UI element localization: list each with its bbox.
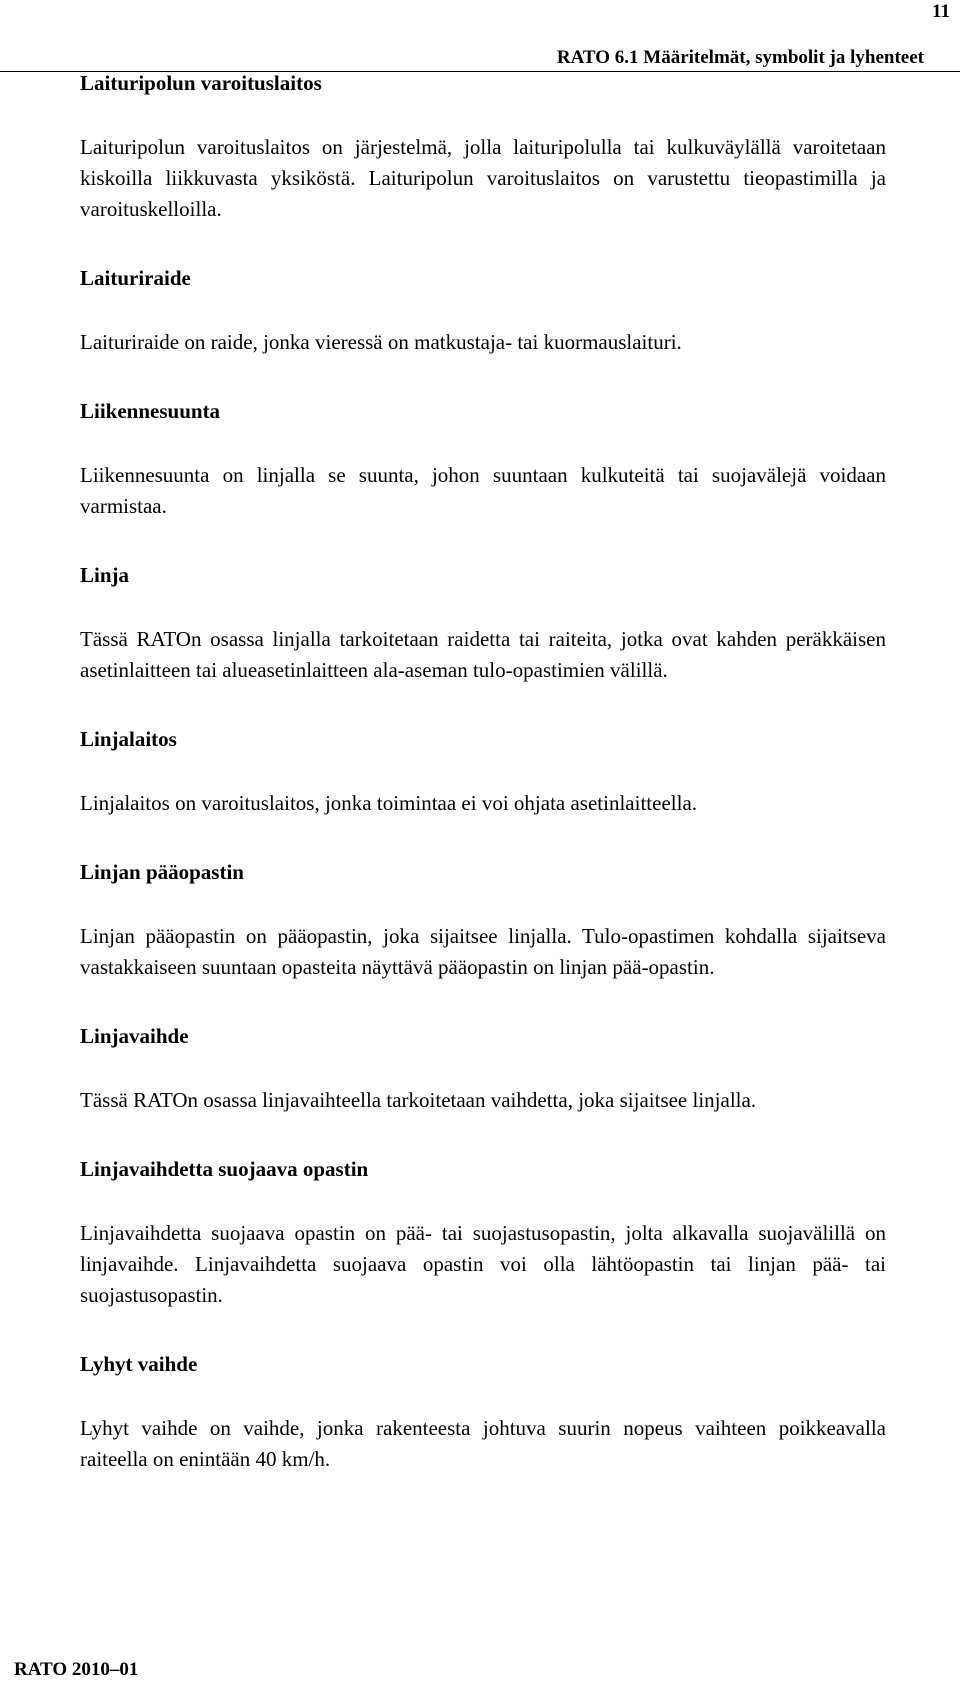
section-heading: Lyhyt vaihde: [80, 1352, 198, 1376]
section-heading: Linjavaihde: [80, 1024, 189, 1048]
section-text: Linjalaitos on varoituslaitos, jonka toimintaa ei voi ohjata asetinlaitteella.: [80, 791, 698, 815]
section-linjavaihdetta-suojaava-opastin: [80, 1156, 886, 1311]
section-laituripolun-varoituslaitos: [80, 70, 886, 225]
section-lyhyt-vaihde: [80, 1351, 886, 1475]
section-heading: Laituriraide: [80, 266, 191, 290]
section-text: Laituripolun varoituslaitos on järjestelmä, jolla laituripolulla tai kulkuväylällä varoitetaan kiskoilla liikkuvasta yksiköstä. Laituripolun varoituslaitos on varustettu tieopastimilla ja varoituskelloilla.: [80, 135, 886, 221]
section-linja: [80, 562, 886, 686]
section-linjalaitos: [80, 726, 886, 819]
section-heading: Linjavaihdetta suojaava opastin: [80, 1157, 369, 1181]
section-text: Linjavaihdetta suojaava opastin on pää- tai suojastusopastin, jolta alkavalla suojavälillä on linjavaihde. Linjavaihdetta suojaava opastin voi olla lähtöopastin tai linjan pää- tai suojastusopastin.: [80, 1221, 886, 1307]
section-laituriraide: [80, 265, 886, 358]
section-text: Tässä RATOn osassa linjavaihteella tarkoitetaan vaihdetta, joka sijaitsee linjalla.: [80, 1088, 757, 1112]
section-linjavaihde: [80, 1023, 886, 1116]
page-footer: RATO 2010–01: [14, 1659, 139, 1680]
section-linjan-paaopastin: [80, 859, 886, 983]
section-text: Tässä RATOn osassa linjalla tarkoitetaan raidetta tai raiteita, jotka ovat kahden peräkkäisen asetinlaitteen tai alueasetinlaitteen ala-aseman tulo-opastimien välillä.: [80, 627, 886, 682]
section-heading: Linjan pääopastin: [80, 860, 244, 884]
section-heading: Linja: [80, 563, 130, 587]
section-heading: Liikennesuunta: [80, 399, 221, 423]
section-text: Lyhyt vaihde on vaihde, jonka rakenteesta johtuva suurin nopeus vaihteen poikkeavalla raiteella on enintään 40 km/h.: [80, 1416, 886, 1471]
section-heading: Laituripolun varoituslaitos: [80, 71, 322, 95]
document-body: [80, 70, 886, 1515]
section-text: Liikennesuunta on linjalla se suunta, johon suuntaan kulkuteitä tai suojavälejä voidaan varmistaa.: [80, 463, 886, 518]
page-number: 11: [932, 1, 950, 22]
section-text: Laituriraide on raide, jonka vieressä on matkustaja- tai kuormauslaituri.: [80, 330, 682, 354]
section-text: Linjan pääopastin on pääopastin, joka sijaitsee linjalla. Tulo-opastimen kohdalla sijaitseva vastakkaiseen suuntaan opasteita näyttävä pääopastin on linjan pää-opastin.: [80, 924, 886, 979]
section-heading: Linjalaitos: [80, 727, 177, 751]
section-liikennesuunta: [80, 398, 886, 522]
running-header: RATO 6.1 Määritelmät, symbolit ja lyhenteet: [556, 47, 924, 68]
